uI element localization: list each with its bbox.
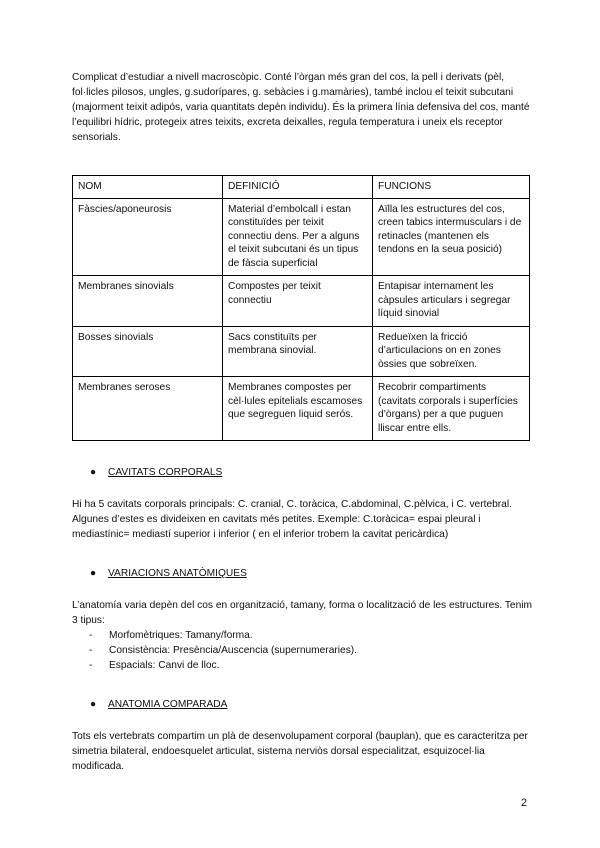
bullet-icon: ●	[90, 467, 97, 478]
table-cell: Aïlla les estructures del cos, creen tabics intermusculars i de retinacles (mantenen els tendons en la seua posició)	[373, 198, 530, 276]
section-heading	[72, 566, 534, 582]
dash-marker: -	[89, 660, 93, 671]
heading-cavitats-corporals: CAVITATS CORPORALS	[108, 467, 223, 478]
list-item-text: Consistència: Presència/Auscencia (supernumeraries).	[109, 645, 358, 656]
table-cell: Entapisar internament les càpsules articulars i segregar líquid sinovial	[373, 276, 530, 327]
table-cell: Membranes sinovials	[73, 276, 223, 327]
table-cell: Membranes seroses	[73, 377, 223, 441]
header-definicio: DEFINICIÓ	[223, 176, 373, 199]
variacions-paragraph: L’anatomía varia depèn del cos en organització, tamany, forma o localització de les estructures. Tenim 3 tipus:	[72, 600, 533, 626]
dash-marker: -	[89, 630, 93, 641]
heading-anatomia-comparada: ANATOMIA COMPARADA	[108, 699, 228, 710]
document-page	[72, 70, 534, 774]
header-funcions: FUNCIONS	[373, 176, 530, 199]
list-item	[72, 658, 534, 673]
section-cavitats	[72, 465, 534, 542]
table-row	[73, 326, 530, 377]
comparada-paragraph: Tots els vertebrats compartim un plà de desenvolupament corporal (bauplan), que es caracteritza per simetria bilateral, endoesquelet articulat, sistema nerviòs dorsal especialitzat, esquizocel·lia modificada.	[72, 731, 528, 772]
structures-table	[72, 175, 530, 441]
table-cell: Membranes compostes per cèl·lules epitelials escamoses que segreguen liquid serós.	[223, 377, 373, 441]
table-cell: Material d’embolcall i estan constituïdes per teixit connectiu dens. Per a alguns el teixit subcutani és un tipus de fàscia superficial	[223, 198, 373, 276]
table-cell: Recobrir compartiments (cavitats corporals i superfícies d’òrgans) per a que puguen lliscar entre ells.	[373, 377, 530, 441]
table-row	[73, 198, 530, 276]
list-item	[72, 643, 534, 658]
table-cell: Compostes per teixit connectiu	[223, 276, 373, 327]
list-item-text: Morfomètriques: Tamany/forma.	[109, 630, 253, 641]
bullet-icon: ●	[90, 568, 97, 579]
variacions-list	[72, 628, 534, 673]
table-cell: Bosses sinovials	[73, 326, 223, 377]
intro-paragraph: Complicat d’estudiar a nivell macroscòpic. Conté l’òrgan més gran del cos, la pell i derivats (pèl, fol·licles pilosos, ungles, g.sudorípares, g. sebàcies i g.mamàries), també inclou el teixit subcutani (majorment teixit adipós, varia quantitats depèn individu). És la primera línia defensiva del cos, manté l’equilibri hídric, protegeix atres teixits, excreta deixalles, regula temperatura i uneix els receptor sensorials.	[72, 72, 530, 143]
table-header-row	[73, 176, 530, 199]
heading-variacions-anatomiques: VARIACIONS ANATÒMIQUES	[108, 568, 247, 579]
table-cell: Redueïxen la fricció d’articulacions on en zones òssies que sobreïxen.	[373, 326, 530, 377]
section-variacions	[72, 566, 534, 673]
list-item	[72, 628, 534, 643]
table-cell: Fàscies/aponeurosis	[73, 198, 223, 276]
page-number: 2	[520, 797, 527, 809]
bullet-icon: ●	[90, 699, 97, 710]
list-item-text: Espacials: Canvi de lloc.	[109, 660, 220, 671]
header-nom: NOM	[73, 176, 223, 199]
dash-marker: -	[89, 645, 93, 656]
section-comparada	[72, 697, 534, 774]
table-cell: Sacs constituïts per membrana sinovial.	[223, 326, 373, 377]
section-heading	[72, 465, 534, 481]
table-row	[73, 276, 530, 327]
cavitats-paragraph: Hi ha 5 cavitats corporals principals: C. cranial, C. toràcica, C.abdominal, C.pèlvica, i C. vertebral. Algunes d’estes es divideixen en cavitats més petites. Exemple: C.toràcica= espai pleural i mediastínic= mediastí superior i inferior ( en el inferior trobem la cavitat pericàrdica)	[72, 499, 512, 540]
section-heading	[72, 697, 534, 713]
table-row	[73, 377, 530, 441]
